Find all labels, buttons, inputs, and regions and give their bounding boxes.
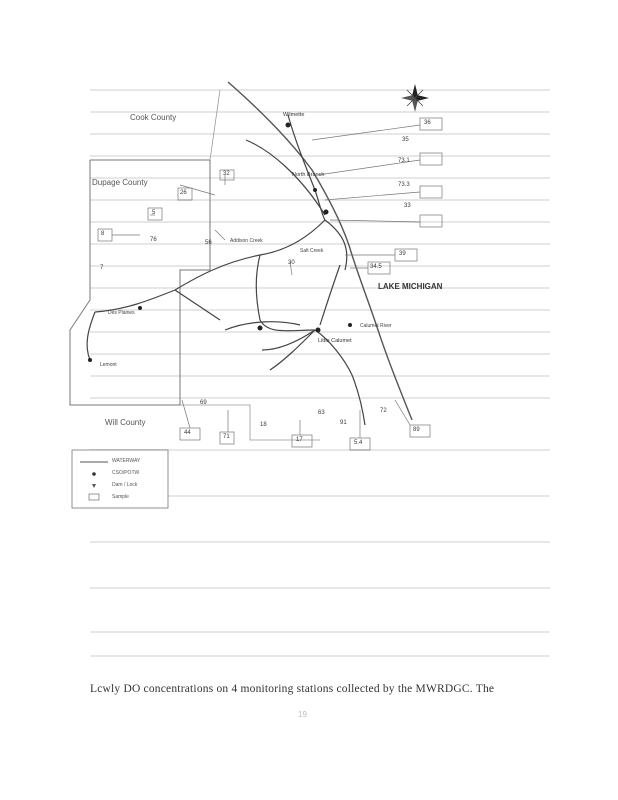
station-label: 89: [413, 427, 420, 433]
station-label: 56: [205, 240, 212, 246]
county-label-dupage: Dupage County: [92, 178, 148, 187]
county-label-cook: Cook County: [130, 113, 177, 122]
station-label: 44: [184, 430, 191, 436]
station-label: 7: [100, 265, 104, 271]
station-label: 91: [340, 420, 347, 426]
place-label: Wilmette: [283, 112, 305, 118]
station-dot: [138, 306, 142, 310]
station-label: 17: [296, 437, 303, 443]
station-label: 5: [152, 210, 156, 216]
station-label: 35: [402, 137, 409, 143]
station-label: 39: [399, 251, 406, 257]
station-label: 69: [200, 400, 207, 406]
station-dot: [88, 358, 92, 362]
station-label: 36: [424, 120, 431, 126]
legend-label: CSO/POTW: [112, 470, 140, 476]
station-label: 32: [223, 171, 230, 177]
county-label-will: Will County: [105, 418, 146, 427]
place-label: Salt Creek: [300, 248, 324, 254]
legend-label: Dam / Lock: [112, 482, 138, 488]
legend-label: WATERWAY: [112, 458, 141, 464]
station-markers: [88, 123, 352, 363]
station-dot: [313, 188, 317, 192]
station-dot: [316, 328, 321, 333]
station-dot: [324, 210, 329, 215]
station-label: 76: [150, 237, 157, 243]
page-number: 19: [298, 710, 307, 719]
station-label: 71: [223, 434, 230, 440]
place-label: Addison Creek: [230, 238, 263, 244]
station-label: 72: [380, 408, 387, 414]
north-arrow-icon: [401, 84, 429, 112]
station-label: 8: [101, 231, 105, 237]
place-label: Des Plaines: [108, 310, 135, 316]
station-label: 5.4: [354, 440, 363, 446]
place-label: Calumet River: [360, 323, 392, 329]
body-text-line: Lcwly DO concentrations on 4 monitoring stations collected by the MWRDGC. The: [90, 683, 495, 695]
place-label: North Branch: [292, 172, 325, 178]
station-label: 18: [260, 422, 267, 428]
station-label: 63: [318, 410, 325, 416]
station-dot: [258, 326, 263, 331]
station-label: 30: [288, 260, 295, 266]
station-label: 33: [404, 203, 411, 209]
place-label: Little Calumet: [318, 338, 352, 344]
lake-label: LAKE MICHIGAN: [378, 282, 443, 291]
station-label: 34.5: [370, 264, 382, 270]
legend-label: Sample: [112, 494, 129, 500]
place-label: Lemont: [100, 362, 117, 368]
station-dot: [286, 123, 291, 128]
waterway-network: [87, 115, 365, 425]
county-boundary: [210, 90, 220, 160]
station-dot: [348, 323, 352, 327]
station-label: 26: [180, 190, 187, 196]
station-label: 73.3: [398, 182, 410, 188]
station-label: 73.1: [398, 158, 410, 164]
